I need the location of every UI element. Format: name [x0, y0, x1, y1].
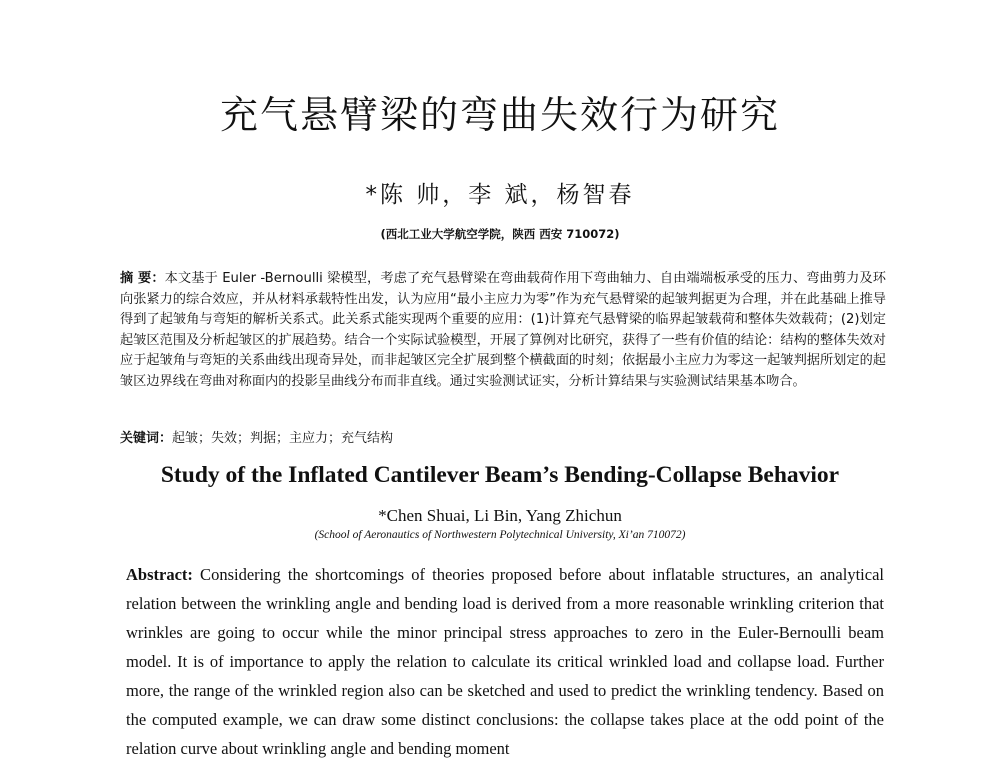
chinese-abstract: [120, 269, 886, 392]
chinese-keywords-label: 关键词：: [120, 431, 173, 446]
chinese-authors: *陈 帅，李 斌，杨智春: [365, 182, 635, 208]
chinese-title: 充气悬臂梁的弯曲失效行为研究: [219, 93, 780, 137]
english-abstract-label: Abstract:: [126, 565, 193, 584]
english-abstract: [126, 560, 884, 763]
chinese-keywords: [120, 429, 886, 449]
english-abstract-text: Considering the shortcomings of theories proposed before about inflatable structures, an analytical relation between the wrinkling angle and bending load is derived from a more reasonable wrinkling criterion that wrinkles are going to occur while the minor principal stress approaches to zero in the Euler-Bernoulli beam model. It is of importance to apply the relation to calculate its critical wrinkled load and collapse load. Further more, the range of the wrinkled region also can be sketched and used to predict the wrinkling tendency. Based on the computed example, we can draw some distinct conclusions: the collapse takes place at the odd point of the relation curve about wrinkling angle and bending moment: [126, 565, 884, 758]
english-affiliation: (School of Aeronautics of Northwestern Polytechnical University, Xi’an 710072): [314, 529, 686, 541]
chinese-keywords-text: 起皱；失效；判据；主应力；充气结构: [172, 431, 394, 446]
chinese-abstract-text: 本文基于 Euler -Bernoulli 梁模型，考虑了充气悬臂梁在弯曲载荷作用下弯曲轴力、自由端端板承受的压力、弯曲剪力及环向张紧力的综合效应，并从材料承载特性出发，认为应用“最小主应力为零”作为充气悬臂梁的起皱判据更为合理，并在此基础上推导得到了起皱角与弯矩的解析关系式。此关系式能实现两个重要的应用：(1)计算充气悬臂梁的临界起皱载荷和整体失效载荷；(2)划定起皱区范围及分析起皱区的扩展趋势。结合一个实际试验模型，开展了算例对比研究，获得了一些有价值的结论：结构的整体失效对应于起皱角与弯矩的关系曲线出现奇异处，而非起皱区完全扩展到整个横截面的时刻；依据最小主应力为零这一起皱判据所划定的起皱区边界线在弯曲对称面内的投影呈曲线分布而非直线。通过实验测试证实，分析计算结果与实验测试结果基本吻合。: [120, 271, 886, 389]
chinese-affiliation: (西北工业大学航空学院，陕西 西安 710072): [380, 227, 620, 241]
english-authors: *Chen Shuai, Li Bin, Yang Zhichun: [378, 506, 622, 525]
english-title: Study of the Inflated Cantilever Beam’s Bending-Collapse Behavior: [160, 462, 840, 488]
chinese-abstract-label: 摘 要：: [120, 271, 165, 286]
